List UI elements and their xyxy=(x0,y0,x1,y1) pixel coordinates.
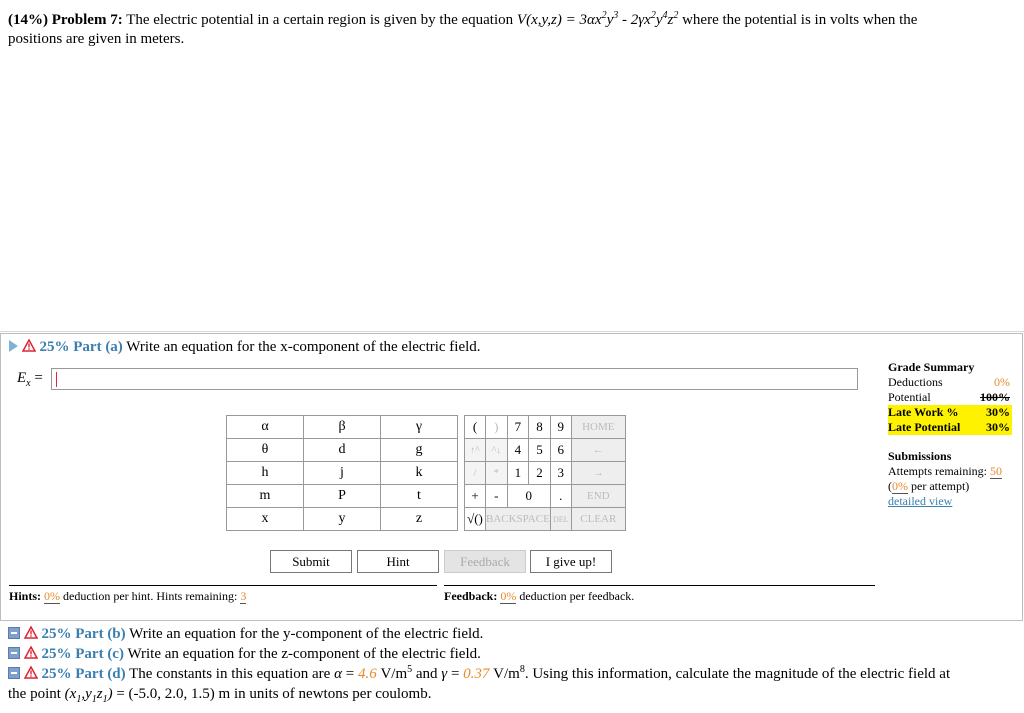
key-1[interactable]: 1 xyxy=(507,462,529,485)
collapsed-part-icon[interactable] xyxy=(8,647,20,659)
part-a-panel xyxy=(0,333,1023,621)
key-t[interactable]: t xyxy=(381,485,458,508)
feedback-info: Feedback: 0% deduction per feedback. xyxy=(444,585,875,604)
key-8[interactable]: 8 xyxy=(529,416,551,439)
key-P[interactable]: P xyxy=(304,485,381,508)
key-j[interactable]: j xyxy=(304,462,381,485)
late-potential-row: Late Potential 30% xyxy=(888,420,1010,434)
problem-text-after: where the potential is in volts when the xyxy=(682,12,918,28)
potential-row: Potential 100% xyxy=(888,390,1010,404)
key-clear[interactable]: CLEAR xyxy=(571,508,625,531)
key-sqrt[interactable]: √() xyxy=(465,508,486,531)
submit-button[interactable]: Submit xyxy=(270,550,352,573)
key-6[interactable]: 6 xyxy=(550,439,571,462)
key-home[interactable]: HOME xyxy=(571,416,625,439)
hint-button[interactable]: Hint xyxy=(357,550,439,573)
key-backspace[interactable]: BACKSPACE xyxy=(486,508,551,531)
detailed-view-link[interactable]: detailed view xyxy=(888,494,953,508)
collapsed-part-icon[interactable] xyxy=(8,627,20,639)
problem-text: The electric potential in a certain region is given by the equation xyxy=(126,12,514,28)
per-attempt: (0% per attempt) xyxy=(888,479,970,493)
potential-equation: $V(x,y,z) = 3\alpha x^2y^3 - 2\gamma x^2y^4z^2$ xyxy=(516,10,679,28)
part-a-title xyxy=(9,339,481,356)
key-5[interactable]: 5 xyxy=(529,439,551,462)
answer-input[interactable] xyxy=(51,368,858,390)
key-g[interactable]: g xyxy=(381,439,458,462)
key-k[interactable]: k xyxy=(381,462,458,485)
warning-triangle-icon xyxy=(22,339,36,352)
feedback-button[interactable]: Feedback xyxy=(444,550,526,573)
part-b-row[interactable]: 25% Part (b) Write an equation for the y-component of the electric field. xyxy=(8,624,1018,644)
key-2[interactable]: 2 xyxy=(529,462,551,485)
part-a-prompt: Write an equation for the x-component of the electric field. xyxy=(126,339,481,355)
hints-info: Hints: 0% deduction per hint. Hints remaining: 3 xyxy=(9,585,437,604)
key-gamma[interactable]: γ xyxy=(381,416,458,439)
key-minus[interactable]: - xyxy=(486,485,508,508)
key-9[interactable]: 9 xyxy=(550,416,571,439)
part-a-label[interactable]: Part (a) xyxy=(73,339,123,355)
part-b-label[interactable]: Part (b) xyxy=(75,626,126,642)
problem-line-1 xyxy=(8,11,1016,30)
answer-equation-label: $E_x$ = xyxy=(17,370,43,389)
problem-weight: (14%) xyxy=(8,12,48,28)
key-divide[interactable]: / xyxy=(465,462,486,485)
key-4[interactable]: 4 xyxy=(507,439,529,462)
key-m[interactable]: m xyxy=(227,485,304,508)
grade-summary xyxy=(888,360,1012,509)
problem-label: Problem 7: xyxy=(51,12,123,28)
warning-triangle-icon xyxy=(24,666,38,679)
warning-triangle-icon xyxy=(24,646,38,659)
part-d-row[interactable]: 25% Part (d) The constants in this equation are α = 4.6 $V/m^5$ and γ = 0.37 $V/m^8$. Using this information, calculate the magnitude of the electric field at xyxy=(8,664,1018,684)
part-c-row[interactable]: 25% Part (c) Write an equation for the z-component of the electric field. xyxy=(8,644,1018,664)
problem-statement xyxy=(0,0,1024,332)
key-beta[interactable]: β xyxy=(304,416,381,439)
part-c-label[interactable]: Part (c) xyxy=(75,646,124,662)
key-theta[interactable]: θ xyxy=(227,439,304,462)
key-0[interactable]: 0 xyxy=(507,485,550,508)
key-del[interactable]: DEL xyxy=(550,508,571,531)
key-open-paren[interactable]: ( xyxy=(465,416,486,439)
key-up-arrows[interactable]: ↑^ xyxy=(465,439,486,462)
key-x[interactable]: x xyxy=(227,508,304,531)
key-3[interactable]: 3 xyxy=(550,462,571,485)
key-dot[interactable]: . xyxy=(550,485,571,508)
text-caret xyxy=(56,372,57,387)
attempts-remaining: Attempts remaining: 50 xyxy=(888,464,1002,478)
variable-keypad xyxy=(226,415,458,531)
key-y[interactable]: y xyxy=(304,508,381,531)
part-d-label[interactable]: Part (d) xyxy=(75,666,126,682)
late-work-row: Late Work % 30% xyxy=(888,405,1010,419)
key-alpha[interactable]: α xyxy=(227,416,304,439)
collapsed-part-icon[interactable] xyxy=(8,667,20,679)
key-left-arrow[interactable]: ← xyxy=(571,439,625,462)
problem-line-2: positions are given in meters. xyxy=(8,31,185,47)
warning-triangle-icon xyxy=(24,626,38,639)
remaining-parts xyxy=(8,624,1018,704)
key-z[interactable]: z xyxy=(381,508,458,531)
grade-summary-title: Grade Summary xyxy=(888,360,975,374)
part-a-percent: 25% xyxy=(39,339,70,355)
part-d-line-2: the point $(x_1,y_1z_1) = (-5.0$, 2.0, 1.5) m in units of newtons per coulomb. xyxy=(8,686,432,705)
key-end[interactable]: END xyxy=(571,485,625,508)
expand-play-icon[interactable] xyxy=(9,340,18,352)
key-plus[interactable]: + xyxy=(465,485,486,508)
key-close-paren[interactable]: ) xyxy=(486,416,508,439)
key-down-arrows[interactable]: ^↓ xyxy=(486,439,508,462)
deductions-row: Deductions 0% xyxy=(888,375,1010,389)
key-d[interactable]: d xyxy=(304,439,381,462)
key-multiply[interactable]: * xyxy=(486,462,508,485)
numeric-keypad xyxy=(464,415,626,531)
submissions-title: Submissions xyxy=(888,449,952,463)
key-7[interactable]: 7 xyxy=(507,416,529,439)
key-h[interactable]: h xyxy=(227,462,304,485)
give-up-button[interactable]: I give up! xyxy=(530,550,612,573)
key-right-arrow[interactable]: → xyxy=(571,462,625,485)
